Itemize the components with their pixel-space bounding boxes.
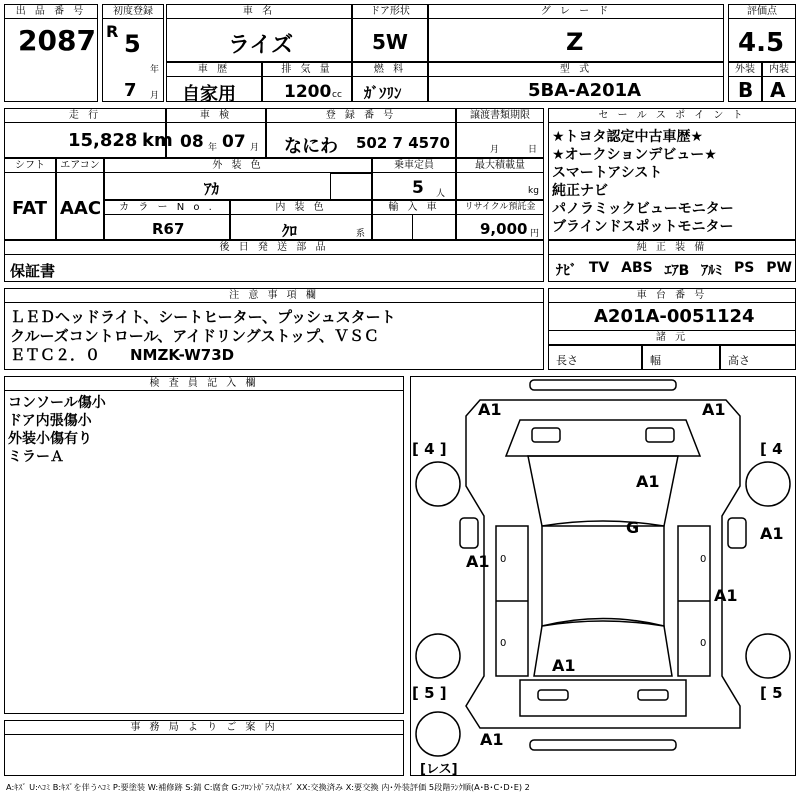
first-reg-month-unit: 月 [150,91,160,101]
sales-point-item: スマートアシスト [552,165,663,181]
ext-color-divider [330,173,372,200]
trunk-outline [520,680,686,716]
equipment-item: ｴｱB [664,263,690,279]
inspector-header: 検 査 員 記 入 欄 [4,376,404,391]
mileage-header: 走 行 [4,108,166,123]
damage-mark: A1 [466,552,490,571]
damage-mark: A1 [760,524,784,543]
sales-point-item: ★トヨタ認定中古車歴★ [552,129,704,145]
aircon-header: エアコン [56,158,104,173]
shift-header: シフト [4,158,56,173]
reg-number: 502 7 4570 [356,134,450,152]
right-mirror [728,518,746,548]
int-color: ｸﾛ [282,222,298,240]
car-name: ライズ [228,33,294,58]
transfer-month: 月 [490,145,500,155]
sales-point-item: ブラインドスポットモニター [552,219,734,235]
rear-right-tire [746,634,790,678]
ext-color-header: 外 装 色 [104,158,372,173]
equipment-header: 純 正 装 備 [548,240,796,255]
recycle-header: リサイクル預託金 [456,200,544,215]
rear-light [538,690,568,700]
interior-grade: A [770,78,786,102]
front-grille [532,428,560,442]
front-bumper-outline [530,380,676,390]
displacement: 1200 [284,82,332,102]
damage-mark: A1 [480,730,504,749]
spare-tire-label: [レス] [420,762,458,777]
color-no: R67 [152,220,185,238]
front-right-tire [746,462,790,506]
displacement-unit: cc [332,90,342,100]
rear-bumper-outline [530,740,676,750]
fuel-header: 燃 料 [352,62,428,77]
equipment-item: ﾅﾋﾞ [556,263,577,279]
reg-header: 登 録 番 号 [266,108,456,123]
windshield-outline [528,456,678,526]
first-reg-month: 7 [124,80,137,101]
small-mark: 0 [500,554,507,565]
damage-mark: A1 [478,400,502,419]
sales-point-item: ★オークションデビュー★ [552,147,717,163]
inspector-note: 外装小傷有り [8,431,92,447]
notes-line: クルーズコントロール、アイドリングストップ、ＶＳＣ [10,327,379,345]
recycle-unit: 円 [530,229,540,239]
tire-depth-rear-right: [ 5 [760,684,783,702]
damage-mark: A1 [702,400,726,419]
score-header: 評価点 [728,4,796,19]
history-header: 車 歴 [166,62,262,77]
model-header: 型 式 [428,62,724,77]
recycle: 9,000 [480,220,528,238]
inspection-month-unit: 月 [250,143,260,153]
transfer-day: 日 [528,145,538,155]
sales-point-item: 純正ナビ [552,183,608,199]
notes-header: 注 意 事 項 欄 [4,288,544,303]
mileage: 15,828 [68,130,138,151]
exterior-grade: B [738,78,754,102]
ext-color: ｱｶ [204,180,220,198]
car-diagram [410,376,796,776]
equipment-item: ｱﾙﾐ [701,263,723,279]
tire-depth-rear-left: [ 5 ] [412,684,447,702]
notes-line: ＬＥＤヘッドライト、シートヒーター、プッシュスタート [10,308,396,326]
front-left-tire [416,462,460,506]
inspection-year: 08 [180,132,204,152]
dimensions-header: 諸 元 [548,330,796,345]
shift: FAT [12,198,48,219]
transfer-header: 譲渡書類期限 [456,108,544,123]
chassis-number: A201A-0051124 [594,306,755,327]
capacity-header: 乗車定員 [372,158,456,173]
import-divider [412,215,413,240]
notes-line: ＥＴＣ２．０ NMZK-W73D [10,346,235,364]
equipment-item: PW [766,260,792,276]
history: 自家用 [182,84,236,105]
reg-area: なにわ [284,136,338,157]
left-mirror [460,518,478,548]
front-grille [646,428,674,442]
sales-point-item: パノラミックビューモニター [552,201,734,217]
damage-mark: A1 [714,586,738,605]
grade-header: グ レ ー ド [428,4,724,19]
hood-outline [506,420,700,456]
tire-value: 4 [424,440,435,458]
fuel: ｶﾞｿﾘﾝ [364,84,402,102]
capacity-unit: 人 [436,189,446,199]
legend: A:ｷｽﾞ U:ﾍｺﾐ B:ｷｽﾞを伴うﾍｺﾐ P:要塗装 W:補修跡 S:錆 C:腐食 G:ﾌﾛﾝﾄｶﾞﾗｽ点ｷｽﾞ XX:交換済み X:要交換 内･外装評価 5段階ﾗﾝｸ順(A･B･C･D･E) 2 [6,782,530,792]
equipment-item: ABS [621,260,653,276]
capacity: 5 [412,178,424,198]
first-reg-year-unit: 年 [150,65,160,75]
door-type: 5W [372,30,408,54]
car-name-header: 車 名 [166,4,352,19]
first-reg-era: R [106,22,119,41]
width-label: 幅 [650,354,661,367]
inspector-note: コンソール傷小 [8,395,106,411]
tire-depth-front-right: [ 4 [760,440,783,458]
inspection-year-unit: 年 [208,143,218,153]
spare-tire [416,712,460,756]
int-color-header: 内 装 色 [230,200,372,215]
first-reg-year: 5 [124,30,141,58]
small-mark: 0 [500,638,507,649]
int-color-unit: 系 [356,229,366,239]
damage-mark: A1 [636,472,660,491]
door-header: ドア形状 [352,4,428,19]
max-load-unit: kg [528,186,539,196]
length-label: 長さ [556,354,578,367]
spare-value: レス [425,762,452,777]
exterior-header: 外装 [728,62,762,77]
height-label: 高さ [728,354,750,367]
rear-light [638,690,668,700]
max-load-header: 最大積載量 [456,158,544,173]
chassis-header: 車 台 番 号 [548,288,796,303]
small-mark: 0 [700,554,707,565]
later-parts: 保証書 [10,262,56,280]
roof-outline [542,521,664,626]
inspection-month: 07 [222,132,246,152]
tire-depth-front-left: [ 4 ] [412,440,447,458]
import-header: 輸 入 車 [372,200,456,215]
equipment-item: PS [734,260,755,276]
body-outline [466,400,740,728]
small-mark: 0 [700,638,707,649]
model: 5BA-A201A [528,80,642,101]
inspection-header: 車 検 [166,108,266,123]
tire-value: 5 [772,684,783,702]
sales-points-header: セ ー ル ス ポ イ ン ト [548,108,796,123]
inspector-note: ドア内張傷小 [8,413,92,429]
rear-left-tire [416,634,460,678]
score: 4.5 [738,28,785,58]
office-header: 事 務 局 よ り ご 案 内 [4,720,404,735]
aircon: AAC [60,198,102,219]
tire-value: 4 [772,440,783,458]
mileage-unit: km [142,130,173,151]
inspector-note: ミラーＡ [8,449,64,465]
later-parts-header: 後 日 発 送 部 品 [4,240,544,255]
damage-mark: G [626,518,640,537]
lot-number: 2087 [18,24,96,57]
lot-number-header: 出 品 番 号 [4,4,98,19]
tire-value: 5 [424,684,435,702]
first-reg-header: 初度登録 [102,4,164,19]
equipment-item: TV [588,260,610,276]
interior-header: 内装 [762,62,796,77]
displacement-header: 排 気 量 [262,62,352,77]
color-no-header: カ ラ ー N o . [104,200,230,215]
grade: Z [566,28,584,56]
equipment-list [556,260,792,280]
damage-mark: A1 [552,656,576,675]
